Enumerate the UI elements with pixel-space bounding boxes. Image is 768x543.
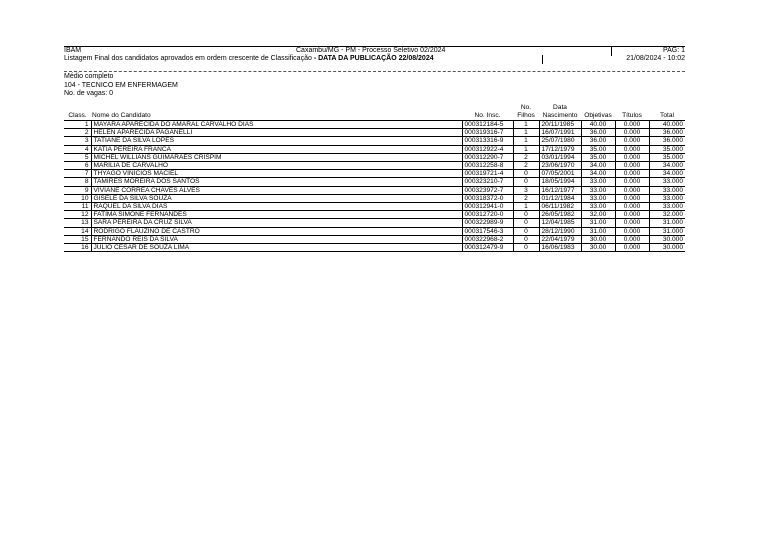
row-nascimento: 12/04/1985 bbox=[539, 219, 581, 227]
row-nascimento: 17/12/1979 bbox=[539, 145, 581, 153]
header-org: IBAM bbox=[64, 47, 82, 54]
table-header-row bbox=[64, 104, 685, 121]
row-name: FATIMA SIMONE FERNANDES bbox=[91, 211, 462, 219]
row-name: GISELE DA SILVA SOUZA bbox=[91, 194, 462, 202]
row-insc: 000312922-4 bbox=[462, 145, 513, 153]
row-filhos: 0 bbox=[513, 170, 539, 178]
header-separator-2 bbox=[542, 55, 543, 64]
row-objetivas: 31.00 bbox=[581, 227, 615, 235]
row-titulos: 0.000 bbox=[615, 162, 649, 170]
row-class: 5 bbox=[64, 153, 91, 161]
row-insc: 000323972-7 bbox=[462, 186, 513, 194]
row-titulos: 0.000 bbox=[615, 194, 649, 202]
row-nascimento: 01/12/1984 bbox=[539, 194, 581, 202]
row-titulos: 0.000 bbox=[615, 121, 649, 129]
row-titulos: 0.000 bbox=[615, 219, 649, 227]
table-body bbox=[64, 121, 685, 252]
header-subtitle-text: Listagem Final dos candidatos aprovados em ordem crescente de Classificação bbox=[64, 55, 312, 62]
row-objetivas: 31.00 bbox=[581, 219, 615, 227]
table-row bbox=[64, 137, 685, 145]
row-class: 6 bbox=[64, 162, 91, 170]
row-objetivas: 30.00 bbox=[581, 244, 615, 252]
col-nascimento bbox=[539, 104, 581, 121]
row-total: 33.000 bbox=[649, 194, 685, 202]
row-total: 32.000 bbox=[649, 211, 685, 219]
row-class: 10 bbox=[64, 194, 91, 202]
row-filhos: 2 bbox=[513, 162, 539, 170]
row-filhos: 3 bbox=[513, 186, 539, 194]
row-filhos: 1 bbox=[513, 129, 539, 137]
row-insc: 000313316-9 bbox=[462, 137, 513, 145]
table-row bbox=[64, 129, 685, 137]
row-filhos: 0 bbox=[513, 178, 539, 186]
col-filhos-line1: No. bbox=[520, 104, 532, 111]
row-filhos: 0 bbox=[513, 227, 539, 235]
row-nascimento: 18/05/1994 bbox=[539, 178, 581, 186]
row-class: 2 bbox=[64, 129, 91, 137]
row-name: SARA PEREIRA DA CRUZ SILVA bbox=[91, 219, 462, 227]
row-nascimento: 06/11/1982 bbox=[539, 203, 581, 211]
row-objetivas: 36.00 bbox=[581, 137, 615, 145]
table-row bbox=[64, 186, 685, 194]
row-name: MARILIA DE CARVALHO bbox=[91, 162, 462, 170]
header-datetime: 21/08/2024 - 10:02 bbox=[626, 55, 685, 62]
col-total: Total bbox=[649, 104, 685, 121]
row-insc: 000312184-5 bbox=[462, 121, 513, 129]
row-class: 8 bbox=[64, 178, 91, 186]
row-insc: 000312941-0 bbox=[462, 203, 513, 211]
row-nascimento: 26/05/1982 bbox=[539, 211, 581, 219]
row-insc: 000312290-7 bbox=[462, 153, 513, 161]
row-total: 33.000 bbox=[649, 186, 685, 194]
row-nascimento: 28/12/1990 bbox=[539, 227, 581, 235]
row-titulos: 0.000 bbox=[615, 211, 649, 219]
col-nascimento-line1: Data bbox=[553, 104, 567, 111]
row-nascimento: 16/06/1983 bbox=[539, 244, 581, 252]
row-insc: 000319721-4 bbox=[462, 170, 513, 178]
table-row bbox=[64, 211, 685, 219]
row-objetivas: 33.00 bbox=[581, 186, 615, 194]
row-name: FERNANDO REIS DA SILVA bbox=[91, 235, 462, 243]
row-name: THYAGO VINICIOS MACIEL bbox=[91, 170, 462, 178]
row-objetivas: 36.00 bbox=[581, 129, 615, 137]
table-row bbox=[64, 244, 685, 252]
row-titulos: 0.000 bbox=[615, 178, 649, 186]
row-nascimento: 03/01/1994 bbox=[539, 153, 581, 161]
row-filhos: 0 bbox=[513, 211, 539, 219]
row-total: 36.000 bbox=[649, 129, 685, 137]
row-total: 40.000 bbox=[649, 121, 685, 129]
row-insc: 000312720-0 bbox=[462, 211, 513, 219]
row-name: TATIANE DA SILVA LOPES bbox=[91, 137, 462, 145]
header-process: Caxambu/MG - PM - Processo Seletivo 02/2024 bbox=[296, 47, 446, 54]
row-filhos: 0 bbox=[513, 219, 539, 227]
col-class: Class. bbox=[64, 104, 91, 121]
row-insc: 000317546-3 bbox=[462, 227, 513, 235]
row-filhos: 1 bbox=[513, 145, 539, 153]
row-filhos: 1 bbox=[513, 137, 539, 145]
vacancies-count: No. de vagas: 0 bbox=[64, 90, 114, 97]
row-class: 4 bbox=[64, 145, 91, 153]
candidates-table bbox=[64, 104, 685, 252]
row-total: 34.000 bbox=[649, 170, 685, 178]
row-name: RODRIGO FLAUZINO DE CASTRO bbox=[91, 227, 462, 235]
row-objetivas: 34.00 bbox=[581, 162, 615, 170]
table-row bbox=[64, 153, 685, 161]
info-block bbox=[64, 73, 178, 99]
row-total: 30.000 bbox=[649, 244, 685, 252]
row-nascimento: 23/06/1970 bbox=[539, 162, 581, 170]
col-filhos bbox=[513, 104, 539, 121]
position-title: 104 - TECNICO EM ENFERMAGEM bbox=[64, 81, 178, 89]
row-total: 31.000 bbox=[649, 219, 685, 227]
row-name: MAYARA APARECIDA DO AMARAL CARVALHO DIAS bbox=[91, 121, 462, 129]
row-titulos: 0.000 bbox=[615, 244, 649, 252]
table-row bbox=[64, 121, 685, 129]
row-insc: 000323210-7 bbox=[462, 178, 513, 186]
table-row bbox=[64, 145, 685, 153]
row-class: 11 bbox=[64, 203, 91, 211]
row-class: 16 bbox=[64, 244, 91, 252]
table-row bbox=[64, 235, 685, 243]
row-name: HELEN APARECIDA PAGANELLI bbox=[91, 129, 462, 137]
row-filhos: 2 bbox=[513, 153, 539, 161]
row-filhos: 2 bbox=[513, 194, 539, 202]
table-row bbox=[64, 194, 685, 202]
col-name: Nome do Candidato bbox=[91, 104, 462, 121]
row-objetivas: 32.00 bbox=[581, 211, 615, 219]
row-name: KATIA PEREIRA FRANCA bbox=[91, 145, 462, 153]
row-titulos: 0.000 bbox=[615, 227, 649, 235]
col-filhos-line2: Filhos bbox=[517, 111, 535, 119]
table-row bbox=[64, 170, 685, 178]
row-insc: 000312258-8 bbox=[462, 162, 513, 170]
row-titulos: 0.000 bbox=[615, 203, 649, 211]
col-titulos: Títulos bbox=[615, 104, 649, 121]
col-objetivas: Objetivas bbox=[581, 104, 615, 121]
header-separator-1 bbox=[611, 47, 612, 56]
row-total: 34.000 bbox=[649, 162, 685, 170]
row-total: 36.000 bbox=[649, 137, 685, 145]
row-titulos: 0.000 bbox=[615, 153, 649, 161]
row-objetivas: 33.00 bbox=[581, 194, 615, 202]
row-filhos: 0 bbox=[513, 244, 539, 252]
row-insc: 000322989-9 bbox=[462, 219, 513, 227]
table-row bbox=[64, 203, 685, 211]
row-objetivas: 30.00 bbox=[581, 235, 615, 243]
row-objetivas: 40.00 bbox=[581, 121, 615, 129]
row-total: 35.000 bbox=[649, 145, 685, 153]
row-class: 14 bbox=[64, 227, 91, 235]
row-total: 31.000 bbox=[649, 227, 685, 235]
header-publication: - DATA DA PUBLICAÇÃO 22/08/2024 bbox=[313, 55, 434, 62]
row-name: RAQUEL DA SILVA DIAS bbox=[91, 203, 462, 211]
row-class: 1 bbox=[64, 121, 91, 129]
row-nascimento: 16/07/1991 bbox=[539, 129, 581, 137]
row-objetivas: 35.00 bbox=[581, 153, 615, 161]
row-nascimento: 25/07/1980 bbox=[539, 137, 581, 145]
row-name: JULIO CESAR DE SOUZA LIMA bbox=[91, 244, 462, 252]
row-objetivas: 33.00 bbox=[581, 203, 615, 211]
row-total: 33.000 bbox=[649, 178, 685, 186]
table-row bbox=[64, 219, 685, 227]
row-class: 9 bbox=[64, 186, 91, 194]
row-nascimento: 16/12/1977 bbox=[539, 186, 581, 194]
row-objetivas: 34.00 bbox=[581, 170, 615, 178]
row-filhos: 0 bbox=[513, 235, 539, 243]
row-objetivas: 33.00 bbox=[581, 178, 615, 186]
row-total: 35.000 bbox=[649, 153, 685, 161]
row-titulos: 0.000 bbox=[615, 145, 649, 153]
table-row bbox=[64, 227, 685, 235]
col-insc: No. Insc. bbox=[462, 104, 513, 121]
header-bottom-rule bbox=[64, 71, 685, 72]
row-name: MICHEL WILLIANS GUIMARAES CRISPIM bbox=[91, 153, 462, 161]
row-titulos: 0.000 bbox=[615, 186, 649, 194]
row-titulos: 0.000 bbox=[615, 235, 649, 243]
table-row bbox=[64, 178, 685, 186]
row-objetivas: 35.00 bbox=[581, 145, 615, 153]
row-class: 15 bbox=[64, 235, 91, 243]
row-nascimento: 22/04/1979 bbox=[539, 235, 581, 243]
education-level: Médio completo bbox=[64, 73, 114, 80]
row-nascimento: 07/05/2001 bbox=[539, 170, 581, 178]
row-nascimento: 20/11/1985 bbox=[539, 121, 581, 129]
row-name: TAMIRES MOREIRA DOS SANTOS bbox=[91, 178, 462, 186]
row-insc: 000312479-9 bbox=[462, 244, 513, 252]
row-class: 12 bbox=[64, 211, 91, 219]
header-subtitle bbox=[64, 55, 434, 63]
row-titulos: 0.000 bbox=[615, 170, 649, 178]
header-page-number: PAG: 1 bbox=[662, 47, 685, 54]
row-total: 33.000 bbox=[649, 203, 685, 211]
row-name: VIVIANE CORREA CHAVES ALVES bbox=[91, 186, 462, 194]
row-insc: 000319316-7 bbox=[462, 129, 513, 137]
row-titulos: 0.000 bbox=[615, 129, 649, 137]
row-class: 7 bbox=[64, 170, 91, 178]
row-insc: 000318372-0 bbox=[462, 194, 513, 202]
row-filhos: 1 bbox=[513, 121, 539, 129]
row-titulos: 0.000 bbox=[615, 137, 649, 145]
row-filhos: 1 bbox=[513, 203, 539, 211]
row-class: 13 bbox=[64, 219, 91, 227]
row-insc: 000322968-2 bbox=[462, 235, 513, 243]
table-row bbox=[64, 162, 685, 170]
col-nascimento-line2: Nascimento bbox=[542, 111, 578, 119]
row-class: 3 bbox=[64, 137, 91, 145]
row-total: 30.000 bbox=[649, 235, 685, 243]
